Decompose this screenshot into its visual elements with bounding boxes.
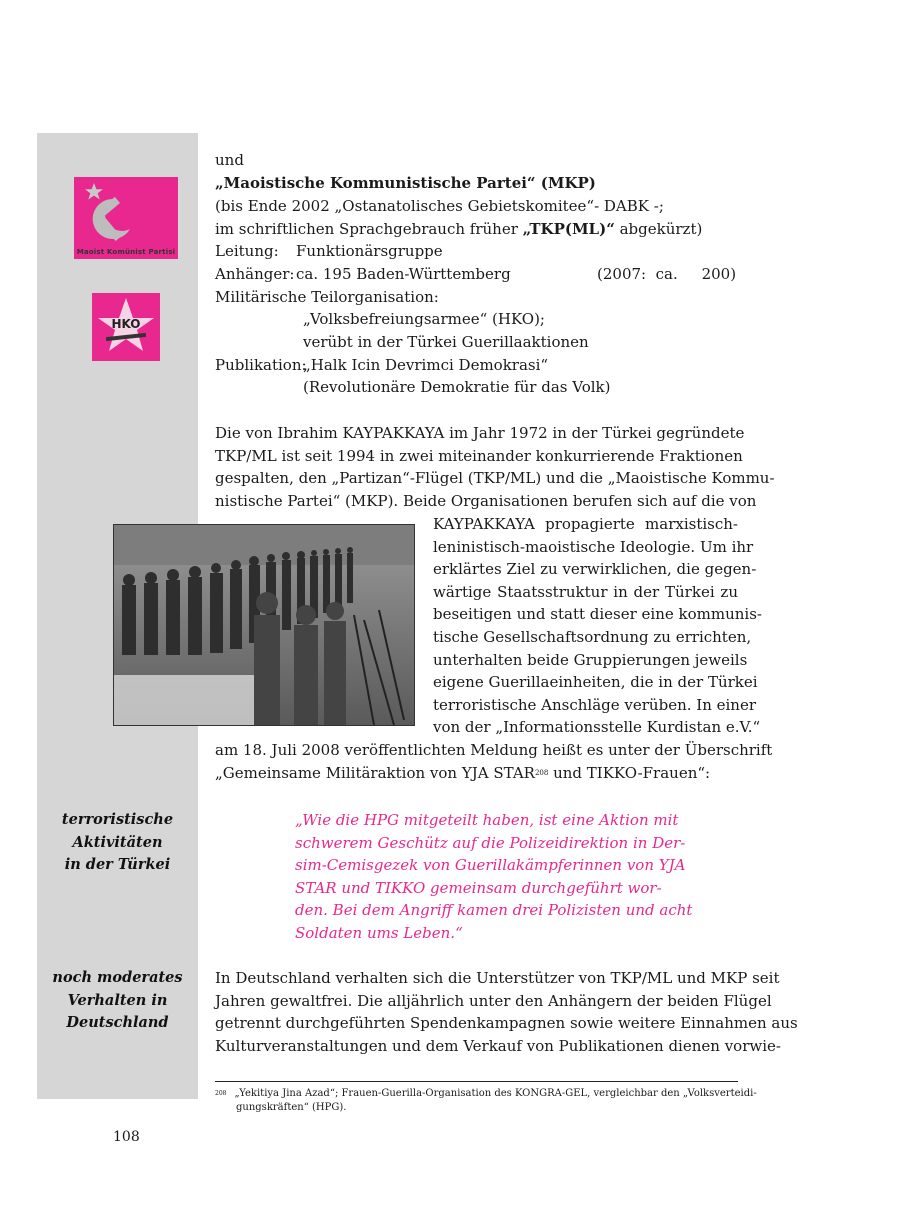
quote-line: schwerem Geschütz auf die Polizeidirektion in Der- (295, 833, 686, 852)
hko-logo (92, 293, 160, 361)
abbrev-prefix: im schriftlichen Sprachgebrauch früher (215, 220, 518, 238)
paragraph-line: unterhalten beide Gruppierungen jeweils (433, 650, 748, 669)
paragraph-1-wrap (433, 513, 762, 739)
paragraph-line: TKP/ML ist seit 1994 in zwei miteinander konkurrierende Fraktionen (215, 446, 743, 465)
margin-label-terror (37, 809, 198, 877)
mkp-logo (74, 177, 178, 259)
publication-value: „Halk Icin Devrimci Demokrasi“ (303, 356, 549, 374)
military-label: Militärische Teilorganisation: (215, 288, 439, 306)
margin-label-line: Aktivitäten (72, 833, 163, 851)
guerilla-photo (113, 524, 415, 726)
leitung-value: Funktionärsgruppe (296, 242, 443, 260)
paragraph-1-last (215, 762, 710, 785)
mkp-logo-caption: Maoist Komünist Partisi (76, 248, 176, 256)
margin-label-line: noch moderates (52, 969, 183, 986)
paragraph-line: tische Gesellschaftsordnung zu errichten, (433, 627, 752, 646)
paragraph-line: KAYPAKKAYA propagierte marxistisch- (433, 515, 738, 533)
anhaenger-prev-year: (2007: ca. 200) (597, 265, 737, 283)
quote-line: Soldaten ums Leben.“ (295, 923, 463, 942)
paragraph-line: terroristische Anschläge verüben. In einer (433, 695, 757, 714)
margin-label-line: terroristische (61, 811, 174, 828)
margin-label-line: Deutschland (66, 1014, 169, 1032)
paragraph-line: In Deutschland verhalten sich die Unterstützer von TKP/ML und MKP seit (215, 969, 780, 987)
footnote-number: 208 (215, 1090, 227, 1097)
hpg-quote (295, 809, 693, 945)
paragraph-line: getrennt durchgeführten Spendenkampagnen sowie weitere Einnahmen aus (215, 1014, 798, 1033)
paragraph-2 (215, 967, 798, 1057)
margin-label-germany (37, 967, 198, 1035)
footnote-line-1 (215, 1087, 757, 1101)
paragraph-line: von der „Informationsstelle Kurdistan e.V.“ (433, 718, 761, 737)
publication-translation: (Revolutionäre Demokratie für das Volk) (303, 378, 611, 396)
paragraph-line: Kulturveranstaltungen und dem Verkauf von Publikationen dienen vorwie- (215, 1036, 781, 1055)
abbrev-line (215, 218, 702, 241)
former-name: (bis Ende 2002 „Ostanatolisches Gebietskomitee“- DABK -; (215, 197, 664, 215)
footnote-text-2: gungskräften“ (HPG). (236, 1102, 347, 1113)
paragraph-line: eigene Guerillaeinheiten, die in der Türkei (433, 673, 758, 692)
quote-line: den. Bei dem Angriff kamen drei Polizisten und acht (295, 901, 693, 920)
publication-label: Publikation: (215, 356, 307, 374)
abbrev-suffix: abgekürzt) (619, 220, 703, 238)
margin-label-line: in der Türkei (64, 856, 171, 874)
line-und: und (215, 151, 244, 169)
footnote-ref: 208 (534, 769, 549, 777)
quote-line: STAR und TIKKO gemeinsam durchgeführt wor- (295, 878, 662, 897)
paragraph-line: am 18. Juli 2008 veröffentlichten Meldung heißt es unter der Überschrift (215, 741, 773, 759)
org-name: „Maoistische Kommunistische Partei“ (MKP) (215, 174, 596, 192)
quote-line: sim-Cemisgezek von Guerillakämpferinnen von YJA (295, 856, 686, 875)
paragraph-1 (215, 422, 775, 512)
paragraph-line: leninistisch-maoistische Ideologie. Um ihr (433, 537, 754, 556)
paragraph-last-suffix: und TIKKO-Frauen“: (548, 764, 711, 782)
anhaenger-label: Anhänger: (215, 265, 295, 283)
paragraph-line: erklärtes Ziel zu verwirklichen, die gegen- (433, 560, 757, 579)
paragraph-1-tail (215, 739, 773, 762)
paragraph-line: gespalten, den „Partizan“-Flügel (TKP/ML) und die „Maoistische Kommu- (215, 469, 775, 488)
footnote-rule (215, 1081, 738, 1082)
paragraph-line: Jahren gewaltfrei. Die alljährlich unter den Anhängern der beiden Flügel (215, 991, 772, 1010)
leitung-label: Leitung: (215, 242, 279, 260)
hko-logo-label: HKO (111, 317, 141, 331)
page-number: 108 (113, 1129, 140, 1145)
paragraph-line: wärtige Staatsstruktur in der Türkei zu (433, 582, 738, 601)
paragraph-line: Die von Ibrahim KAYPAKKAYA im Jahr 1972 in der Türkei gegründete (215, 424, 745, 442)
military-note: verübt in der Türkei Guerillaaktionen (303, 333, 589, 351)
hammer-sickle-icon (74, 177, 178, 259)
abbrev-bold: „TKP(ML)“ (522, 220, 615, 238)
anhaenger-value: ca. 195 Baden-Württemberg (296, 265, 511, 283)
paragraph-last-prefix: „Gemeinsame Militäraktion von YJA STAR (215, 764, 535, 782)
footnote (215, 1087, 757, 1115)
paragraph-line: nistische Partei“ (MKP). Beide Organisationen berufen sich auf die von (215, 491, 757, 510)
footnote-text-1: „Yekitiya Jina Azad“; Frauen-Guerilla-Organisation des KONGRA-GEL, vergleichbar den „Volksverteidi- (234, 1088, 757, 1099)
quote-line: „Wie die HPG mitgeteilt haben, ist eine Aktion mit (295, 811, 679, 829)
paragraph-line: beseitigen und statt dieser eine kommunis- (433, 605, 762, 624)
margin-label-line: Verhalten in (67, 991, 168, 1009)
military-name: „Volksbefreiungsarmee“ (HKO); (303, 310, 545, 328)
